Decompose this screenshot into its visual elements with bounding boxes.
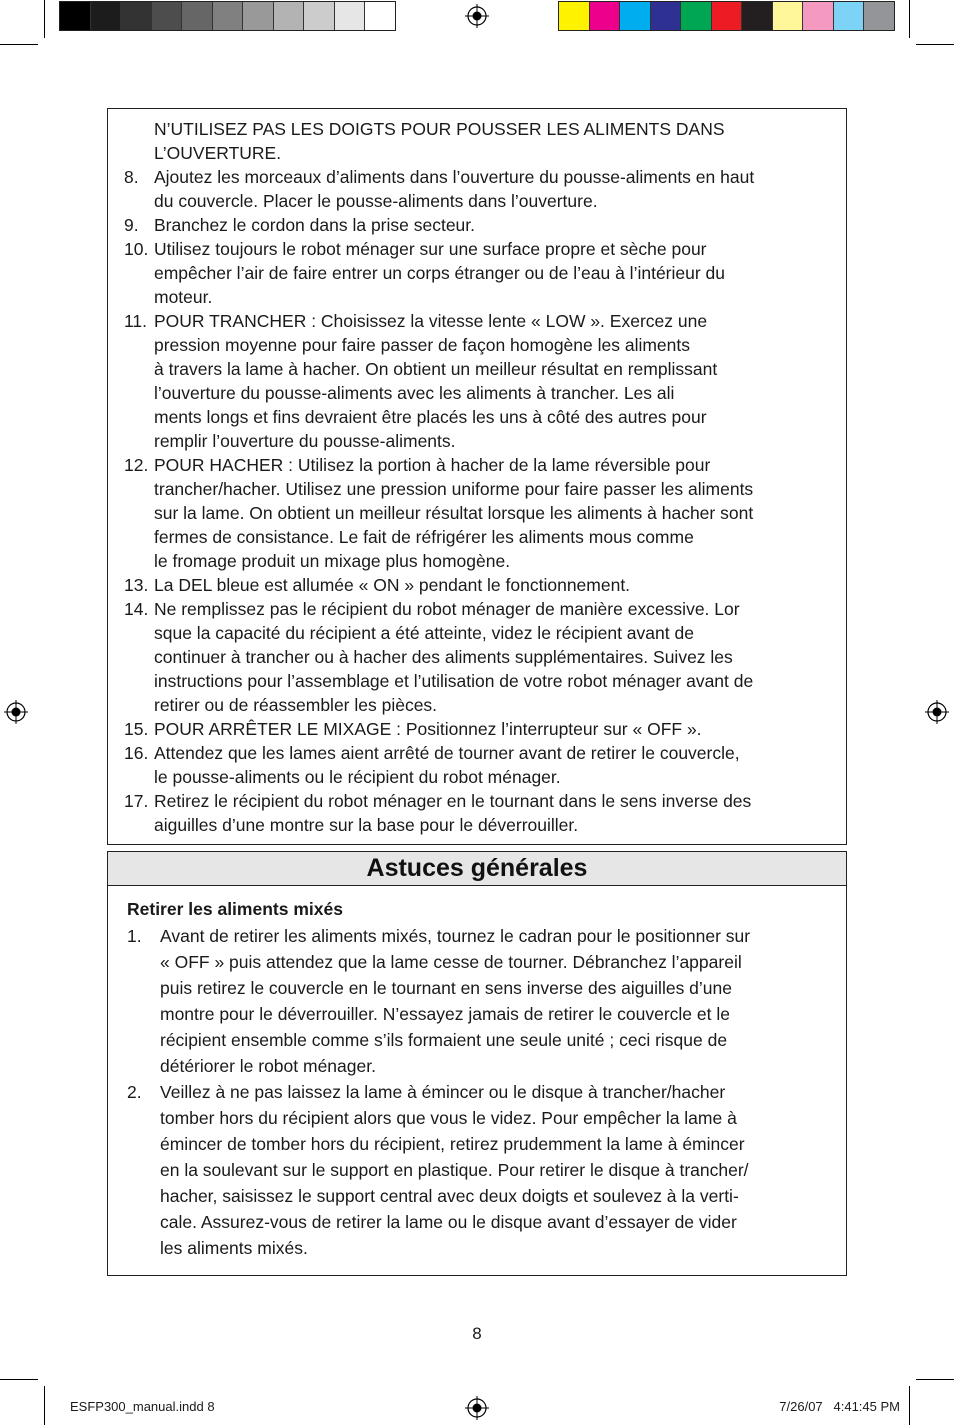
crop-mark [0,44,38,45]
item-number: 9. [124,215,139,235]
footer-timestamp [760,1399,900,1414]
tips-list [127,923,827,1261]
color-swatch [91,2,122,30]
text-line: les aliments mixés. [160,1238,308,1258]
item-text [160,1079,827,1261]
color-swatch [121,2,152,30]
footer-filename: ESFP300_manual.indd 8 [70,1399,215,1414]
color-swatch [182,2,213,30]
item-text [154,717,828,741]
color-swatch [620,2,651,30]
text-line: Avant de retirer les aliments mixés, tournez le cadran pour le positionner sur [160,926,751,946]
color-swatch [274,2,305,30]
text-line: puis retirez le couvercle en le tournant en sens inverse des aiguilles d’une [160,978,732,998]
text-line: cale. Assurez-vous de retirer la lame ou le disque avant d’essayer de vider [160,1212,737,1232]
tips-box [107,851,847,1276]
color-swatch [60,2,91,30]
list-item [127,923,827,1079]
color-swatch [304,2,335,30]
grayscale-color-bar [59,1,396,31]
tips-subtitle: Retirer les aliments mixés [127,899,343,919]
item-number: 1. [127,926,142,946]
instructions-box [107,108,847,845]
list-item [124,309,828,453]
item-text [154,453,828,573]
color-swatch [681,2,712,30]
item-number: 11. [124,311,148,331]
item-text [154,741,828,789]
item-number: 14. [124,599,149,619]
list-item [124,717,828,741]
text-line: du couvercle. Placer le pousse-aliments dans l’ouverture. [154,191,598,211]
item-number: 10. [124,239,149,259]
text-line: Ne remplissez pas le récipient du robot ménager de manière excessive. Lor [154,599,740,619]
color-swatch [152,2,183,30]
item-number: 16. [124,743,149,763]
color-swatch [834,2,865,30]
text-line: Branchez le cordon dans la prise secteur. [154,215,476,235]
text-line: POUR HACHER : Utilisez la portion à hacher de la lame réversible pour [154,455,711,475]
crop-mark [44,0,45,38]
item-text [154,573,828,597]
text-line: La DEL bleue est allumée « ON » pendant le fonctionnement. [154,575,631,595]
item-number: 8. [124,167,139,187]
color-swatch [590,2,621,30]
list-item [127,1079,827,1261]
page-number: 8 [472,1324,482,1343]
color-swatch [773,2,804,30]
instructions-intro: N’UTILISEZ PAS LES DOIGTS POUR POUSSER LES ALIMENTS DANS L’OUVERTURE. [154,119,725,163]
item-number: 13. [124,575,149,595]
text-line: « OFF » puis attendez que la lame cesse de tourner. Débranchez l’appareil [160,952,742,972]
crop-mark [916,44,954,45]
text-line: en la soulevant sur le support en plastique. Pour retirer le disque à trancher/ [160,1160,749,1180]
text-line: empêcher l’air de faire entrer un corps étranger ou de l’eau à l’intérieur du [154,263,726,283]
text-line: à travers la lame à hacher. On obtient un meilleur résultat en remplissant [154,359,718,379]
text-line: montre pour le déverrouiller. N’essayez jamais de retirer le couvercle et le [160,1004,730,1024]
text-line: Ajoutez les morceaux d’aliments dans l’ouverture du pousse-aliments en haut [154,167,755,187]
item-text [154,213,828,237]
text-line: Veillez à ne pas laissez la lame à émincer ou le disque à trancher/hacher [160,1082,726,1102]
text-line: récipient ensemble comme s’ils formaient une seule unité ; ceci risque de [160,1030,728,1050]
text-line: sur la lame. On obtient un meilleur résultat lorsque les aliments à hacher sont [154,503,754,523]
text-line: aiguilles d’une montre sur la base pour le déverrouiller. [154,815,579,835]
text-line: moteur. [154,287,213,307]
list-item [124,165,828,213]
item-text [160,923,827,1079]
crop-mark [916,1379,954,1380]
item-number: 2. [127,1082,142,1102]
item-text [154,597,828,717]
text-line: Retirez le récipient du robot ménager en le tournant dans le sens inverse des [154,791,752,811]
list-item [124,573,828,597]
text-line: fermes de consistance. Le fait de réfrigérer les aliments mous comme [154,527,694,547]
item-number: 12. [124,455,149,475]
color-swatch [243,2,274,30]
item-number: 15. [124,719,149,739]
text-line: instructions pour l’assemblage et l’utilisation de votre robot ménager avant de [154,671,754,691]
list-item [124,213,828,237]
text-line: l’ouverture du pousse-aliments avec les aliments à trancher. Les ali [154,383,675,403]
registration-mark-icon [465,1396,489,1420]
item-text [154,789,828,837]
color-swatch [559,2,590,30]
text-line: POUR ARRÊTER LE MIXAGE : Positionnez l’interrupteur sur « OFF ». [154,719,702,739]
instructions-list [124,117,828,837]
text-line: continuer à trancher ou à hacher des aliments supplémentaires. Suivez les [154,647,733,667]
color-swatch [803,2,834,30]
cmyk-color-bar [558,1,895,31]
color-swatch [365,2,395,30]
text-line: le pousse-aliments ou le récipient du robot ménager. [154,767,561,787]
footer-time: 4:41:45 PM [833,1399,900,1414]
text-line: émincer de tomber hors du récipient, retirez prudemment la lame à émincer [160,1134,745,1154]
item-text [154,309,828,453]
item-text [154,237,828,309]
list-item [124,597,828,717]
crop-mark [44,1386,45,1425]
list-item [124,453,828,573]
text-line: retirer ou de réassembler les pièces. [154,695,438,715]
text-line: remplir l’ouverture du pousse-aliments. [154,431,456,451]
text-line: pression moyenne pour faire passer de façon homogène les aliments [154,335,691,355]
text-line: POUR TRANCHER : Choisissez la vitesse lente « LOW ». Exercez une [154,311,708,331]
text-line: trancher/hacher. Utilisez une pression uniforme pour faire passer les aliments [154,479,754,499]
crop-mark [0,1379,38,1380]
color-swatch [712,2,743,30]
list-item [124,741,828,789]
list-item [124,237,828,309]
text-line: tomber hors du récipient alors que vous le videz. Pour empêcher la lame à [160,1108,737,1128]
section-title: Astuces générales [108,852,846,886]
crop-mark [909,0,910,38]
crop-mark [909,1386,910,1425]
item-number: 17. [124,791,149,811]
text-line: hacher, saisissez le support central avec deux doigts et soulevez à la verti- [160,1186,739,1206]
registration-mark-icon [465,4,489,28]
registration-mark-icon [925,700,949,724]
list-item [124,789,828,837]
color-swatch [335,2,366,30]
item-text [154,165,828,213]
text-line: Attendez que les lames aient arrêté de tourner avant de retirer le couvercle, [154,743,740,763]
text-line: ments longs et fins devraient être placés les uns à côté des autres pour [154,407,707,427]
color-swatch [864,2,894,30]
text-line: sque la capacité du récipient a été atteinte, videz le récipient avant de [154,623,694,643]
color-swatch [651,2,682,30]
color-swatch [742,2,773,30]
text-line: détériorer le robot ménager. [160,1056,376,1076]
text-line: Utilisez toujours le robot ménager sur une surface propre et sèche pour [154,239,707,259]
registration-mark-icon [4,700,28,724]
footer-date: 7/26/07 [779,1399,823,1414]
color-swatch [213,2,244,30]
text-line: le fromage produit un mixage plus homogène. [154,551,511,571]
